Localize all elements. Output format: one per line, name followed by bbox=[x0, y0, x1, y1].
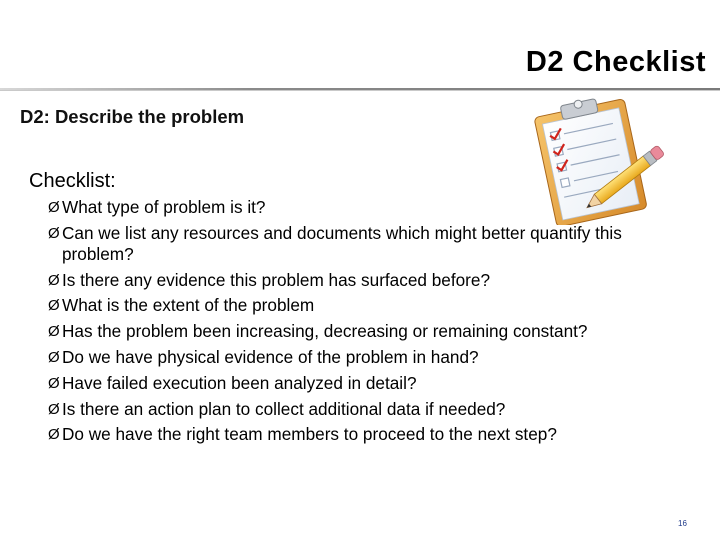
list-item bbox=[48, 270, 688, 291]
slide-subtitle: D2: Describe the problem bbox=[20, 106, 245, 127]
arrow-bullet-icon: Ø bbox=[48, 199, 60, 216]
list-item-text: Can we list any resources and documents which might better quantify this problem? bbox=[62, 222, 622, 264]
page-number: 16 bbox=[678, 519, 687, 528]
list-item bbox=[48, 424, 688, 445]
arrow-bullet-icon: Ø bbox=[48, 224, 60, 242]
slide-title: D2 Checklist bbox=[525, 46, 706, 78]
arrow-bullet-icon: Ø bbox=[48, 348, 60, 366]
list-item-text: What type of problem is it? bbox=[62, 197, 266, 217]
list-item-text: Is there an action plan to collect additional data if needed? bbox=[62, 398, 506, 419]
list-item-text: Do we have physical evidence of the problem in hand? bbox=[62, 346, 479, 367]
checklist bbox=[48, 197, 688, 450]
list-item-text: What is the extent of the problem bbox=[62, 295, 315, 316]
arrow-bullet-icon: Ø bbox=[48, 297, 60, 315]
list-item-text: Have failed execution been analyzed in detail? bbox=[62, 372, 417, 393]
arrow-bullet-icon: Ø bbox=[48, 374, 60, 392]
list-item bbox=[48, 347, 688, 368]
arrow-bullet-icon: Ø bbox=[48, 400, 60, 418]
list-item bbox=[48, 399, 688, 420]
arrow-bullet-icon: Ø bbox=[48, 271, 60, 289]
list-item bbox=[48, 197, 688, 218]
arrow-bullet-icon: Ø bbox=[48, 426, 60, 444]
arrow-bullet-icon: Ø bbox=[48, 323, 60, 341]
list-item bbox=[48, 373, 688, 394]
list-item-text: Is there any evidence this problem has surfaced before? bbox=[62, 269, 491, 290]
title-divider-shadow bbox=[0, 90, 720, 91]
list-item bbox=[48, 223, 688, 265]
checklist-label: Checklist: bbox=[29, 170, 116, 192]
list-item-text: Do we have the right team members to proceed to the next step? bbox=[62, 424, 557, 445]
list-item-text: Has the problem been increasing, decreasing or remaining constant? bbox=[62, 321, 588, 342]
list-item bbox=[48, 321, 688, 342]
list-item bbox=[48, 295, 688, 316]
